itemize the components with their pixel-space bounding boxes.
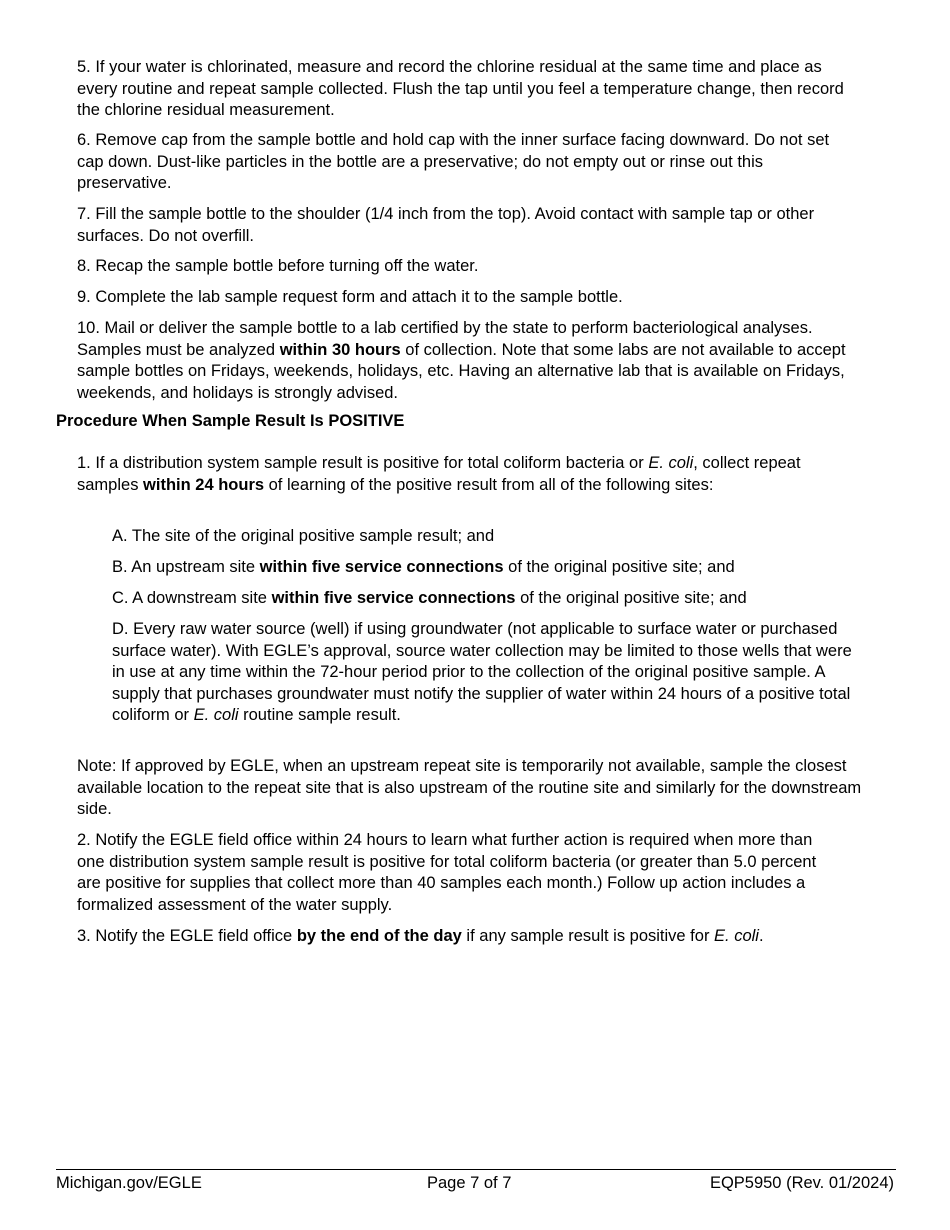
step-5: 5. If your water is chlorinated, measure and record the chlorine residual at the same time and place as every routine and repeat sample collected. Flush the tap until you feel a temperature change, then record the chlorine residual measurement. xyxy=(77,58,844,119)
positive-step-2: 2. Notify the EGLE field office within 24 hours to learn what further action is required when more than one distribution system sample result is positive for total coliform bacteria (or greater than 5.0 percent are positive for supplies that collect more than 40 samples each month.) Follow up action includes a formalized assessment of the water supply. xyxy=(77,831,817,914)
step-7: 7. Fill the sample bottle to the shoulder (1/4 inch from the top). Avoid contact with sample tap or other surfaces. Do not overfill. xyxy=(77,205,815,245)
step-6: 6. Remove cap from the sample bottle and hold cap with the inner surface facing downward. Do not set cap down. Dust-like particles in the bottle are a preservative; do not empty out or rinse out this preservative. xyxy=(77,131,830,192)
footer-page-number: Page 7 of 7 xyxy=(427,1174,512,1192)
step-8: 8. Recap the sample bottle before turning off the water. xyxy=(77,257,479,275)
sub-item-b: B. An upstream site within five service connections of the original positive site; and xyxy=(112,558,735,576)
sub-item-d: D. Every raw water source (well) if using groundwater (not applicable to surface water or purchased surface water). With EGLE’s approval, source water collection may be limited to those wells that were in use at any time within the 72-hour period prior to the collection of the original positive sample. A supply that purchases groundwater must notify the supplier of water within 24 hours of a positive total coliform or E. coli routine sample result. xyxy=(112,620,852,724)
step-10: 10. Mail or deliver the sample bottle to a lab certified by the state to perform bacteriological analyses. Samples must be analyzed within 30 hours of collection. Note that some labs are not available to accept sample bottles on Fridays, weekends, holidays, etc. Having an alternative lab that is available on Fridays, weekends, and holidays is strongly advised. xyxy=(77,319,846,402)
footer-website: Michigan.gov/EGLE xyxy=(56,1174,202,1192)
sub-item-c: C. A downstream site within five service connections of the original positive site; and xyxy=(112,589,747,607)
positive-step-3: 3. Notify the EGLE field office by the end of the day if any sample result is positive for E. coli. xyxy=(77,927,764,945)
section-heading: Procedure When Sample Result Is POSITIVE xyxy=(56,412,405,430)
step-9: 9. Complete the lab sample request form and attach it to the sample bottle. xyxy=(77,288,623,306)
positive-step-1: 1. If a distribution system sample result is positive for total coliform bacteria or E. coli, collect repeat samples within 24 hours of learning of the positive result from all of the following sites: xyxy=(77,454,801,494)
footer-divider xyxy=(56,1169,896,1170)
footer-form-id: EQP5950 (Rev. 01/2024) xyxy=(709,1174,894,1192)
sub-item-a: A. The site of the original positive sample result; and xyxy=(112,527,495,545)
note: Note: If approved by EGLE, when an upstream repeat site is temporarily not available, sample the closest available location to the repeat site that is also upstream of the routine site and similarly for the downstream side. xyxy=(77,757,862,818)
